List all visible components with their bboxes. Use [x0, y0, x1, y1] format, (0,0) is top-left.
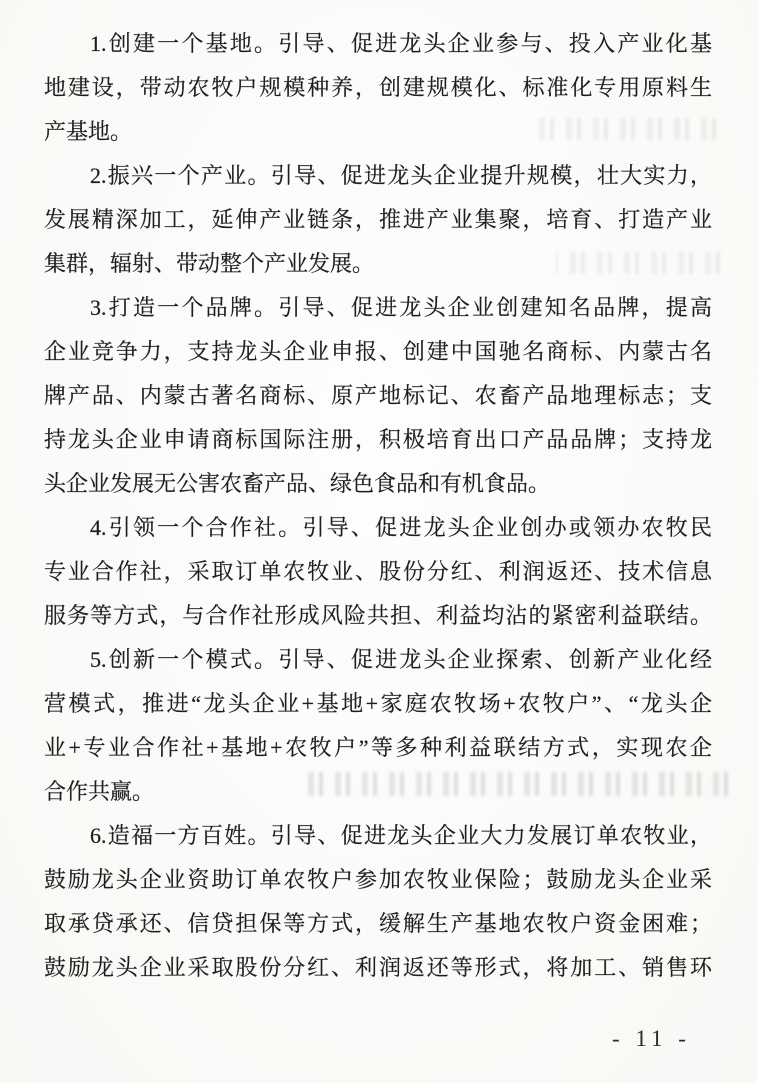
text-line: 集群，辐射、带动整个产业发展。 — [44, 251, 375, 276]
text-line: 取承贷承还、信贷担保等方式，缓解生产基地农牧户资金困难； — [44, 911, 712, 936]
text-line: 4.引领一个合作社。引导、促进龙头企业创办或领办农牧民 — [90, 515, 712, 540]
text-line: 鼓励龙头企业资助订单农牧户参加农牧业保险；鼓励龙头企业采 — [44, 867, 712, 892]
bleedthrough-artifact — [532, 118, 716, 140]
paragraph-3 — [44, 286, 712, 506]
text-line: 服务等方式，与合作社形成风险共担、利益均沾的紧密利益联结。 — [44, 603, 712, 628]
bleedthrough-artifact — [300, 772, 728, 796]
text-line: 3.打造一个品牌。引导、促进龙头企业创建知名品牌，提高 — [90, 295, 712, 320]
text-line: 牌产品、内蒙古著名商标、原产地标记、农畜产品地理标志；支 — [44, 383, 712, 408]
paragraph-4 — [44, 506, 712, 638]
text-line: 产基地。 — [44, 119, 133, 144]
text-line: 2.振兴一个产业。引导、促进龙头企业提升规模，壮大实力， — [90, 163, 712, 188]
text-line: 6.造福一方百姓。引导、促进龙头企业大力发展订单农牧业， — [90, 823, 712, 848]
text-line: 营模式，推进“龙头企业+基地+家庭农牧场+农牧户”、“龙头企 — [44, 691, 712, 716]
text-line: 持龙头企业申请商标国际注册，积极培育出口产品品牌；支持龙 — [44, 427, 712, 452]
text-line: 5.创新一个模式。引导、促进龙头企业探索、创新产业化经 — [90, 647, 712, 672]
bleedthrough-artifact — [556, 252, 720, 274]
text-line: 合作共赢。 — [44, 779, 155, 804]
text-line: 业+专业合作社+基地+农牧户”等多种利益联结方式，实现农企 — [44, 735, 712, 760]
text-line: 企业竞争力，支持龙头企业申报、创建中国驰名商标、内蒙古名 — [44, 339, 712, 364]
page-number: - 11 - — [612, 1026, 691, 1051]
text-line: 发展精深加工，延伸产业链条，推进产业集聚，培育、打造产业 — [44, 207, 712, 232]
paragraph-6 — [44, 814, 712, 990]
text-block — [44, 22, 712, 990]
text-line: 地建设，带动农牧户规模种养，创建规模化、标准化专用原料生 — [44, 75, 712, 100]
text-line: 鼓励龙头企业采取股份分红、利润返还等形式，将加工、销售环 — [44, 955, 712, 980]
text-line: 专业合作社，采取订单农牧业、股份分红、利润返还、技术信息 — [44, 559, 712, 584]
text-line: 1.创建一个基地。引导、促进龙头企业参与、投入产业化基 — [90, 31, 712, 56]
text-line: 头企业发展无公害农畜产品、绿色食品和有机食品。 — [44, 471, 551, 496]
